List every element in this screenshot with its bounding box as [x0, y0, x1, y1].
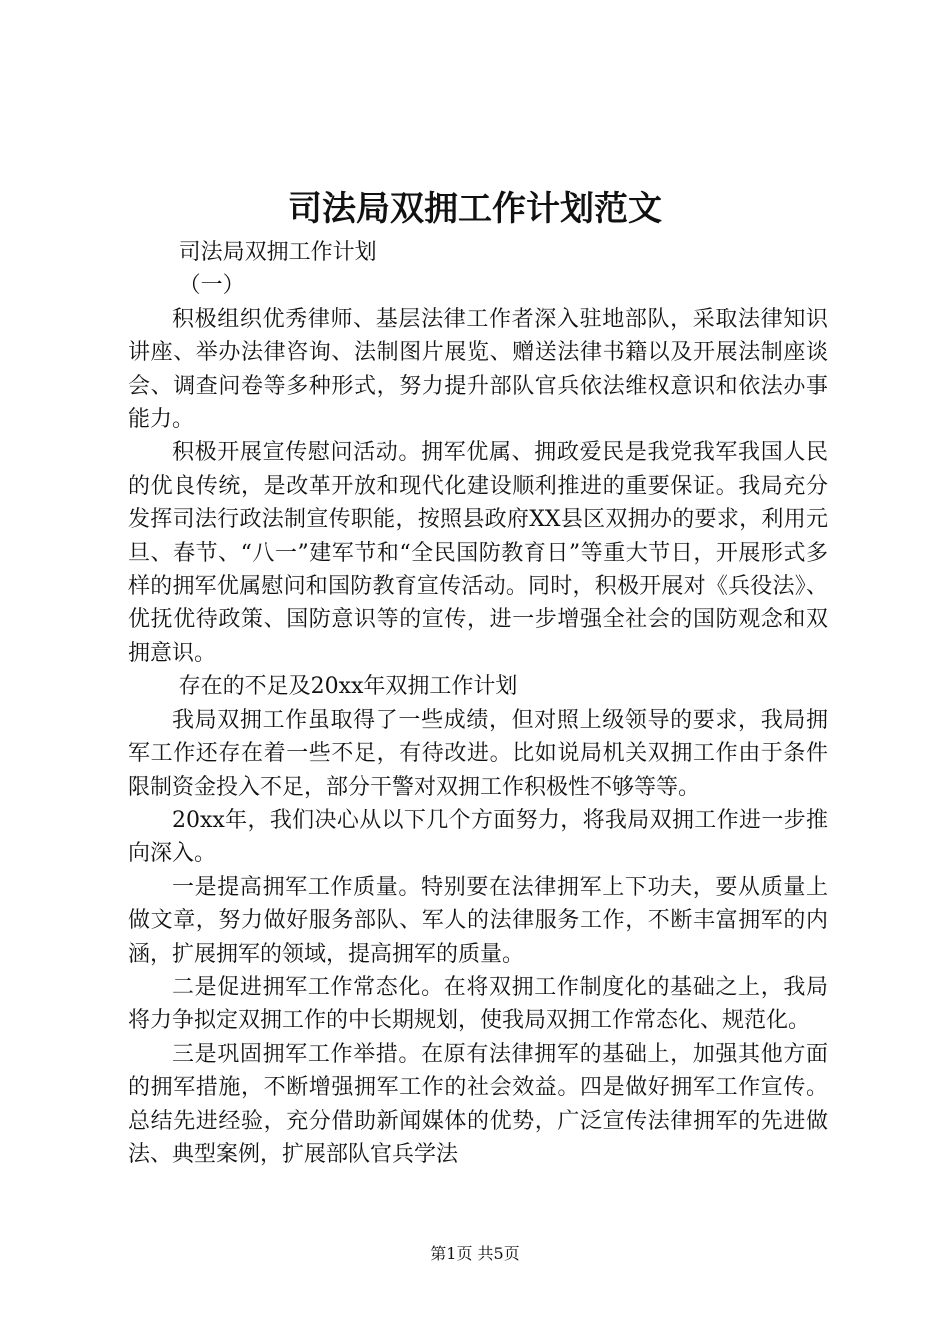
section-heading: 存在的不足及20xx年双拥工作计划	[178, 674, 518, 700]
section-number: （一）	[178, 273, 245, 299]
body-paragraph: 积极组织优秀律师、基层法律工作者深入驻地部队，采取法律知识讲座、举办法律咨询、法制图片展览、赠送法律书籍以及开展法制座谈会、调查问卷等多种形式，努力提升部队官兵依法维权意识和依法办事能力。	[128, 306, 828, 433]
document-body	[128, 236, 828, 1171]
page-indicator: 第1页 共5页	[430, 1244, 520, 1263]
body-paragraph: 三是巩固拥军工作举措。在原有法律拥军的基础上，加强其他方面的拥军措施，不断增强拥军工作的社会效益。四是做好拥军工作宣传。总结先进经验，充分借助新闻媒体的优势，广泛宣传法律拥军的先进做法、典型案例，扩展部队官兵学法	[128, 1041, 828, 1167]
body-paragraph: 二是促进拥军工作常态化。在将双拥工作制度化的基础之上，我局将力争拟定双拥工作的中长期规划，使我局双拥工作常态化、规范化。	[128, 974, 828, 1034]
document-title: 司法局双拥工作计划范文	[288, 189, 662, 229]
section-heading: 司法局双拥工作计划	[178, 240, 377, 265]
body-paragraph: 一是提高拥军工作质量。特别要在法律拥军上下功夫，要从质量上做文章，努力做好服务部队、军人的法律服务工作，不断丰富拥军的内涵，扩展拥军的领域，提高拥军的质量。	[128, 874, 828, 967]
body-paragraph: 20xx年，我们决心从以下几个方面努力，将我局双拥工作进一步推向深入。	[128, 807, 828, 867]
body-paragraph: 我局双拥工作虽取得了一些成绩，但对照上级领导的要求，我局拥军工作还存在着一些不足，有待改进。比如说局机关双拥工作由于条件限制资金投入不足，部分干警对双拥工作积极性不够等等。	[128, 707, 828, 800]
body-paragraph: 积极开展宣传慰问活动。拥军优属、拥政爱民是我党我军我国人民的优良传统，是改革开放和现代化建设顺利推进的重要保证。我局充分发挥司法行政法制宣传职能，按照县政府XX县区双拥办的要求，利用元旦、春节、“八一”建军节和“全民国防教育日”等重大节日，开展形式多样的拥军优属慰问和国防教育宣传活动。同时，积极开展对《兵役法》、优抚优待政策、国防意识等的宣传，进一步增强全社会的国防观念和双拥意识。	[128, 440, 828, 666]
